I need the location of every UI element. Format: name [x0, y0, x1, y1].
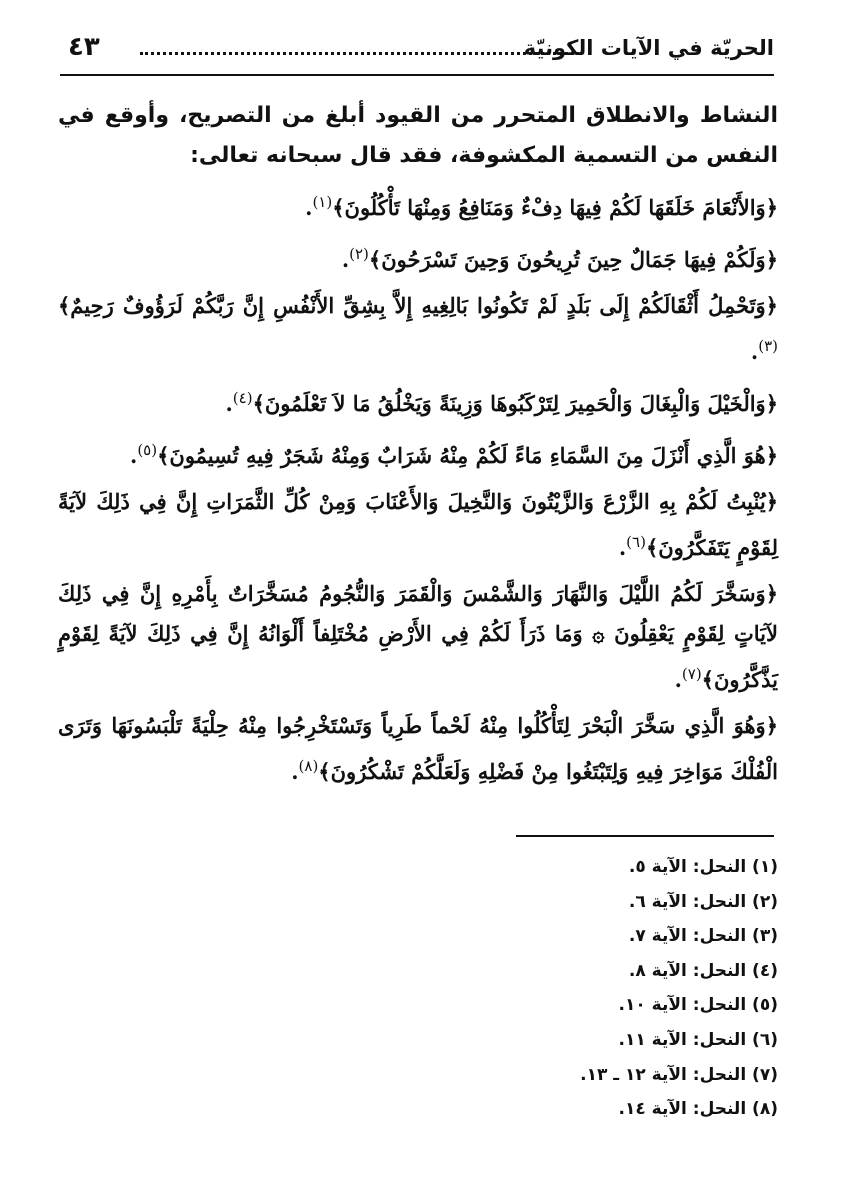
verse-text: ﴿وَالأَنْعَامَ خَلَقَهَا لَكُمْ فِيهَا دِفْءٌ وَمَنَافِعُ وَمِنْهَا تَأْكُلُونَ﴾: [332, 195, 778, 220]
footnote-ref: (٤): [232, 389, 253, 407]
verse-text: ﴿وَتَحْمِلُ أَثْقَالَكُمْ إِلَى بَلَدٍ لَمْ تَكُونُوا بَالِغِيهِ إِلاَّ بِشِقِّ الأَنْفُسِ إِنَّ رَبَّكُمْ لَرَؤُوفٌ رَحِيمٌ﴾: [58, 293, 778, 318]
footnotes: [200, 850, 778, 1127]
footnote-ref: (٦): [626, 533, 646, 551]
quran-verse: ﴿وَسَخَّرَ لَكُمُ اللَّيْلَ وَالنَّهَارَ وَالشَّمْسَ وَالْقَمَرَ وَالنُّجُومُ مُسَخَّرَاتٌ بِأَمْرِهِ إِنَّ فِي ذَلِكَ لآيَاتٍ لِقَوْمٍ يَعْقِلُونَ ۞ وَمَا ذَرَأَ لَكُمْ فِي الأَرْضِ مُخْتَلِفاً أَلْوَانُهُ إِنَّ فِي ذَلِكَ لآيَةً لِقَوْمٍ يَذَّكَّرُونَ﴾$^{(٧)}$.: [58, 581, 778, 692]
quran-verse: ﴿وَلَكُمْ فِيهَا جَمَالٌ حِينَ تُرِيحُونَ وَحِينَ تَسْرَحُونَ﴾$^{(٢)}$.: [341, 245, 778, 272]
footnote-ref: (١): [312, 193, 333, 211]
footnote: (٨) النحل: الآية ١٤.: [618, 1099, 778, 1120]
verse-text: ﴿وَلَكُمْ فِيهَا جَمَالٌ حِينَ تُرِيحُونَ وَحِينَ تَسْرَحُونَ﴾: [368, 247, 778, 272]
verse-text: ﴿هُوَ الَّذِي أَنْزَلَ مِنَ السَّمَاءِ مَاءً لَكُمْ مِنْهُ شَرَابٌ وَمِنْهُ شَجَرٌ فِيهِ تُسِيمُونَ﴾: [157, 443, 778, 468]
footnote: (٤) النحل: الآية ٨.: [628, 960, 778, 981]
footnote: (٥) النحل: الآية ١٠.: [618, 995, 778, 1016]
leader-dots: [140, 52, 579, 55]
footnote-divider: [516, 835, 774, 837]
running-header: [60, 34, 774, 76]
page-number: ٤٣: [68, 32, 100, 62]
footnote-ref: (٢): [349, 245, 369, 263]
footnote-ref: (٥): [137, 441, 158, 459]
verse-text: ﴿وَالْخَيْلَ وَالْبِغَالَ وَالْحَمِيرَ لِتَرْكَبُوهَا وَزِينَةً وَيَخْلُقُ مَا لاَ تَعْلَمُونَ﴾: [252, 391, 778, 416]
footnote: (٦) النحل: الآية ١١.: [618, 1029, 778, 1050]
running-title: الحريّة في الآيات الكونيّة: [523, 36, 774, 60]
footnote: (٧) النحل: الآية ١٢ ـ ١٣.: [580, 1064, 778, 1085]
quran-verse: ﴿وَتَحْمِلُ أَثْقَالَكُمْ إِلَى بَلَدٍ لَمْ تَكُونُوا بَالِغِيهِ إِلاَّ بِشِقِّ الأَنْفُسِ إِنَّ رَبَّكُمْ لَرَؤُوفٌ رَحِيمٌ﴾$^{(٣)}$.: [58, 293, 778, 364]
footnote-ref: (٨): [298, 757, 319, 775]
quran-verse: ﴿وَالْخَيْلَ وَالْبِغَالَ وَالْحَمِيرَ لِتَرْكَبُوهَا وَزِينَةً وَيَخْلُقُ مَا لاَ تَعْلَمُونَ﴾$^{(٤)}$.: [225, 389, 778, 416]
footnote: (٢) النحل: الآية ٦.: [628, 891, 778, 912]
quran-verse: ﴿يُنْبِتُ لَكُمْ بِهِ الزَّرْعَ وَالزَّيْتُونَ وَالنَّخِيلَ وَالأَعْنَابَ وَمِنْ كُلِّ الثَّمَرَاتِ إِنَّ فِي ذَلِكَ لآيَةً لِقَوْمٍ يَتَفَكَّرُونَ﴾$^{(٦)}$.: [58, 489, 778, 560]
quran-verse: ﴿هُوَ الَّذِي أَنْزَلَ مِنَ السَّمَاءِ مَاءً لَكُمْ مِنْهُ شَرَابٌ وَمِنْهُ شَجَرٌ فِيهِ تُسِيمُونَ﴾$^{(٥)}$.: [130, 441, 778, 468]
quran-verse: ﴿وَالأَنْعَامَ خَلَقَهَا لَكُمْ فِيهَا دِفْءٌ وَمَنَافِعُ وَمِنْهَا تَأْكُلُونَ﴾$^{(١)}$.: [305, 193, 778, 220]
main-text: [58, 96, 778, 798]
verse-text: ﴿وَسَخَّرَ لَكُمُ اللَّيْلَ وَالنَّهَارَ وَالشَّمْسَ وَالْقَمَرَ وَالنُّجُومُ مُسَخَّرَاتٌ بِأَمْرِهِ إِنَّ فِي ذَلِكَ لآيَاتٍ لِقَوْمٍ يَعْقِلُونَ ۞ وَمَا ذَرَأَ لَكُمْ فِي الأَرْضِ مُخْتَلِفاً أَلْوَانُهُ إِنَّ فِي ذَلِكَ لآيَةً لِقَوْمٍ يَذَّكَّرُونَ﴾: [58, 581, 778, 692]
footnote: (١) النحل: الآية ٥.: [628, 857, 778, 877]
footnote-ref: (٧): [681, 665, 702, 683]
quran-verse: ﴿وَهُوَ الَّذِي سَخَّرَ الْبَحْرَ لِتَأْكُلُوا مِنْهُ لَحْماً طَرِياً وَتَسْتَخْرِجُوا مِنْهُ حِلْيَةً تَلْبَسُونَهَا وَتَرَى الْفُلْكَ مَوَاخِرَ فِيهِ وَلِتَبْتَغُوا مِنْ فَضْلِهِ وَلَعَلَّكُمْ تَشْكُرُونَ﴾$^{(٨)}$.: [58, 713, 778, 784]
verse-text: ﴿وَهُوَ الَّذِي سَخَّرَ الْبَحْرَ لِتَأْكُلُوا مِنْهُ لَحْماً طَرِياً وَتَسْتَخْرِجُوا مِنْهُ حِلْيَةً تَلْبَسُونَهَا وَتَرَى الْفُلْكَ مَوَاخِرَ فِيهِ وَلِتَبْتَغُوا مِنْ فَضْلِهِ وَلَعَلَّكُمْ تَشْكُرُونَ﴾: [58, 713, 778, 784]
verse-text: ﴿يُنْبِتُ لَكُمْ بِهِ الزَّرْعَ وَالزَّيْتُونَ وَالنَّخِيلَ وَالأَعْنَابَ وَمِنْ كُلِّ الثَّمَرَاتِ إِنَّ فِي ذَلِكَ لآيَةً لِقَوْمٍ يَتَفَكَّرُونَ﴾: [58, 489, 778, 560]
footnote: (٣) النحل: الآية ٧.: [628, 926, 778, 947]
footnote-ref: (٣): [758, 337, 778, 355]
intro-paragraph: النشاط والانطلاق المتحرر من القيود أبلغ من التصريح، وأوقع في النفس من التسمية المكشوفة، فقد قال سبحانه تعالى:: [58, 103, 778, 168]
